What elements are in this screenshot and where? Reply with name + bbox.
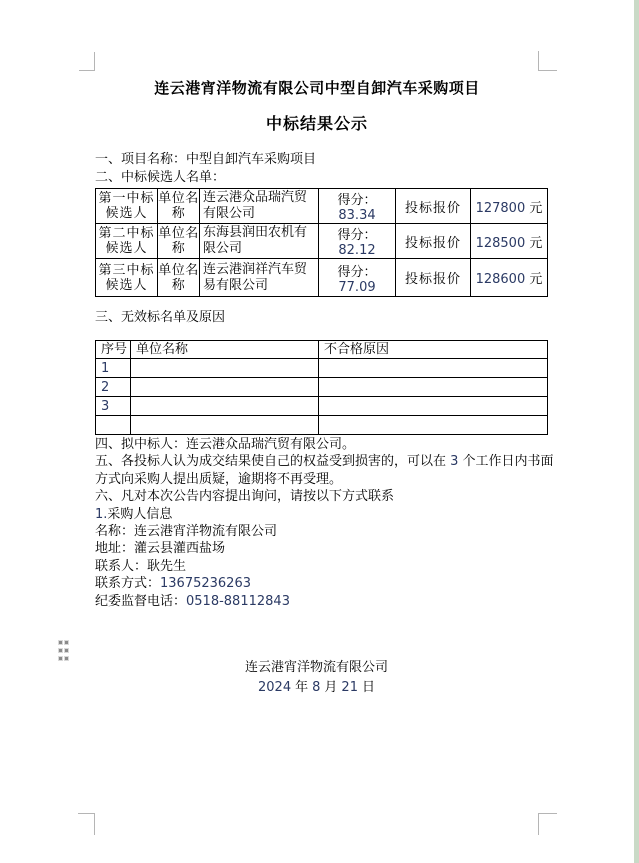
serial-number: 1 (96, 359, 131, 378)
serial-number: 2 (96, 378, 131, 397)
footer-date: 2024 年 8 月 21 日 (258, 680, 375, 695)
section-4-winner: 四、拟中标人：连云港众品瑞汽贸有限公司。 (95, 437, 356, 452)
bid-price-label: 投标报价 (396, 259, 471, 297)
footer-company-name: 连云港宵洋物流有限公司 (244, 660, 388, 675)
unit-name-cell (131, 359, 319, 378)
page-margin-mark-bottom-left (78, 813, 95, 835)
section-5-line1: 五、各投标人认为成交结果使自己的权益受到损害的，可以在 3 个工作日内书面 (95, 454, 554, 470)
unit-name-label: 单位名称 (158, 224, 200, 259)
section-5-line2: 方式向采购人提出质疑，逾期将不再受理。 (95, 471, 343, 487)
page-margin-mark-bottom-right (538, 813, 557, 835)
dot-grid-mark (59, 641, 68, 660)
candidate-price: 128500 元 (471, 224, 548, 259)
candidate-score: 得分：77.09 (319, 259, 396, 297)
contact-person: 联系人：耿先生 (95, 558, 187, 574)
reason-cell (319, 397, 548, 416)
table-row (96, 397, 548, 416)
purchaser-info-heading: 1.采购人信息 (95, 506, 173, 522)
bid-price-label: 投标报价 (396, 224, 471, 259)
col-header-unit-name: 单位名称 (131, 341, 319, 359)
col-header-serial: 序号 (96, 341, 131, 359)
candidate-score: 得分：82.12 (319, 224, 396, 259)
candidate-price: 127800 元 (471, 189, 548, 224)
table-row (96, 224, 548, 259)
section-2-candidates-heading: 二、中标候选人名单： (95, 169, 226, 185)
contact-phone: 联系方式：13675236263 (95, 576, 251, 592)
candidates-table (95, 188, 548, 297)
page-margin-mark-top-right (538, 51, 557, 71)
document-subtitle: 中标结果公示 (265, 114, 368, 133)
section-6-contact-heading: 六、凡对本次公告内容提出询问，请按以下方式联系 (95, 489, 395, 505)
purchaser-address: 地址：灌云县灌西盐场 (95, 541, 226, 557)
supervision-phone: 纪委监督电话：0518-88112843 (95, 593, 290, 609)
app-background-edge (634, 0, 639, 863)
intro-paragraphs (95, 151, 555, 186)
candidate-rank: 第一中标候选人 (96, 189, 158, 224)
document-title: 连云港宵洋物流有限公司中型自卸汽车采购项目 (154, 79, 480, 97)
purchaser-name: 名称：连云港宵洋物流有限公司 (95, 524, 278, 540)
table-row (96, 378, 548, 397)
unit-name-cell (131, 397, 319, 416)
invalid-bids-table (95, 340, 548, 435)
serial-number: 3 (96, 397, 131, 416)
page-margin-mark-top-left (79, 52, 95, 71)
section-1-project-name: 一、项目名称：中型自卸汽车采购项目 (95, 152, 317, 167)
candidate-rank: 第三中标候选人 (96, 259, 158, 297)
candidate-rank: 第二中标候选人 (96, 224, 158, 259)
candidate-price: 128600 元 (471, 259, 548, 297)
reason-cell (319, 378, 548, 397)
table-header-row (96, 341, 548, 359)
candidate-company: 连云港众品瑞汽贸有限公司 (200, 189, 319, 224)
table-row (96, 259, 548, 297)
bid-price-label: 投标报价 (396, 189, 471, 224)
serial-number (96, 416, 131, 435)
unit-name-cell (131, 416, 319, 435)
unit-name-label: 单位名称 (158, 189, 200, 224)
section-3-invalid-heading: 三、无效标名单及原因 (95, 310, 226, 325)
col-header-reason: 不合格原因 (319, 341, 548, 359)
candidate-company: 连云港润祥汽车贸易有限公司 (200, 259, 319, 297)
candidate-score: 得分：83.34 (319, 189, 396, 224)
body-paragraphs (95, 436, 557, 610)
reason-cell (319, 416, 548, 435)
unit-name-label: 单位名称 (158, 259, 200, 297)
candidate-company: 东海县润田农机有限公司 (200, 224, 319, 259)
table-row (96, 359, 548, 378)
reason-cell (319, 359, 548, 378)
table-row (96, 189, 548, 224)
unit-name-cell (131, 378, 319, 397)
table-row (96, 416, 548, 435)
